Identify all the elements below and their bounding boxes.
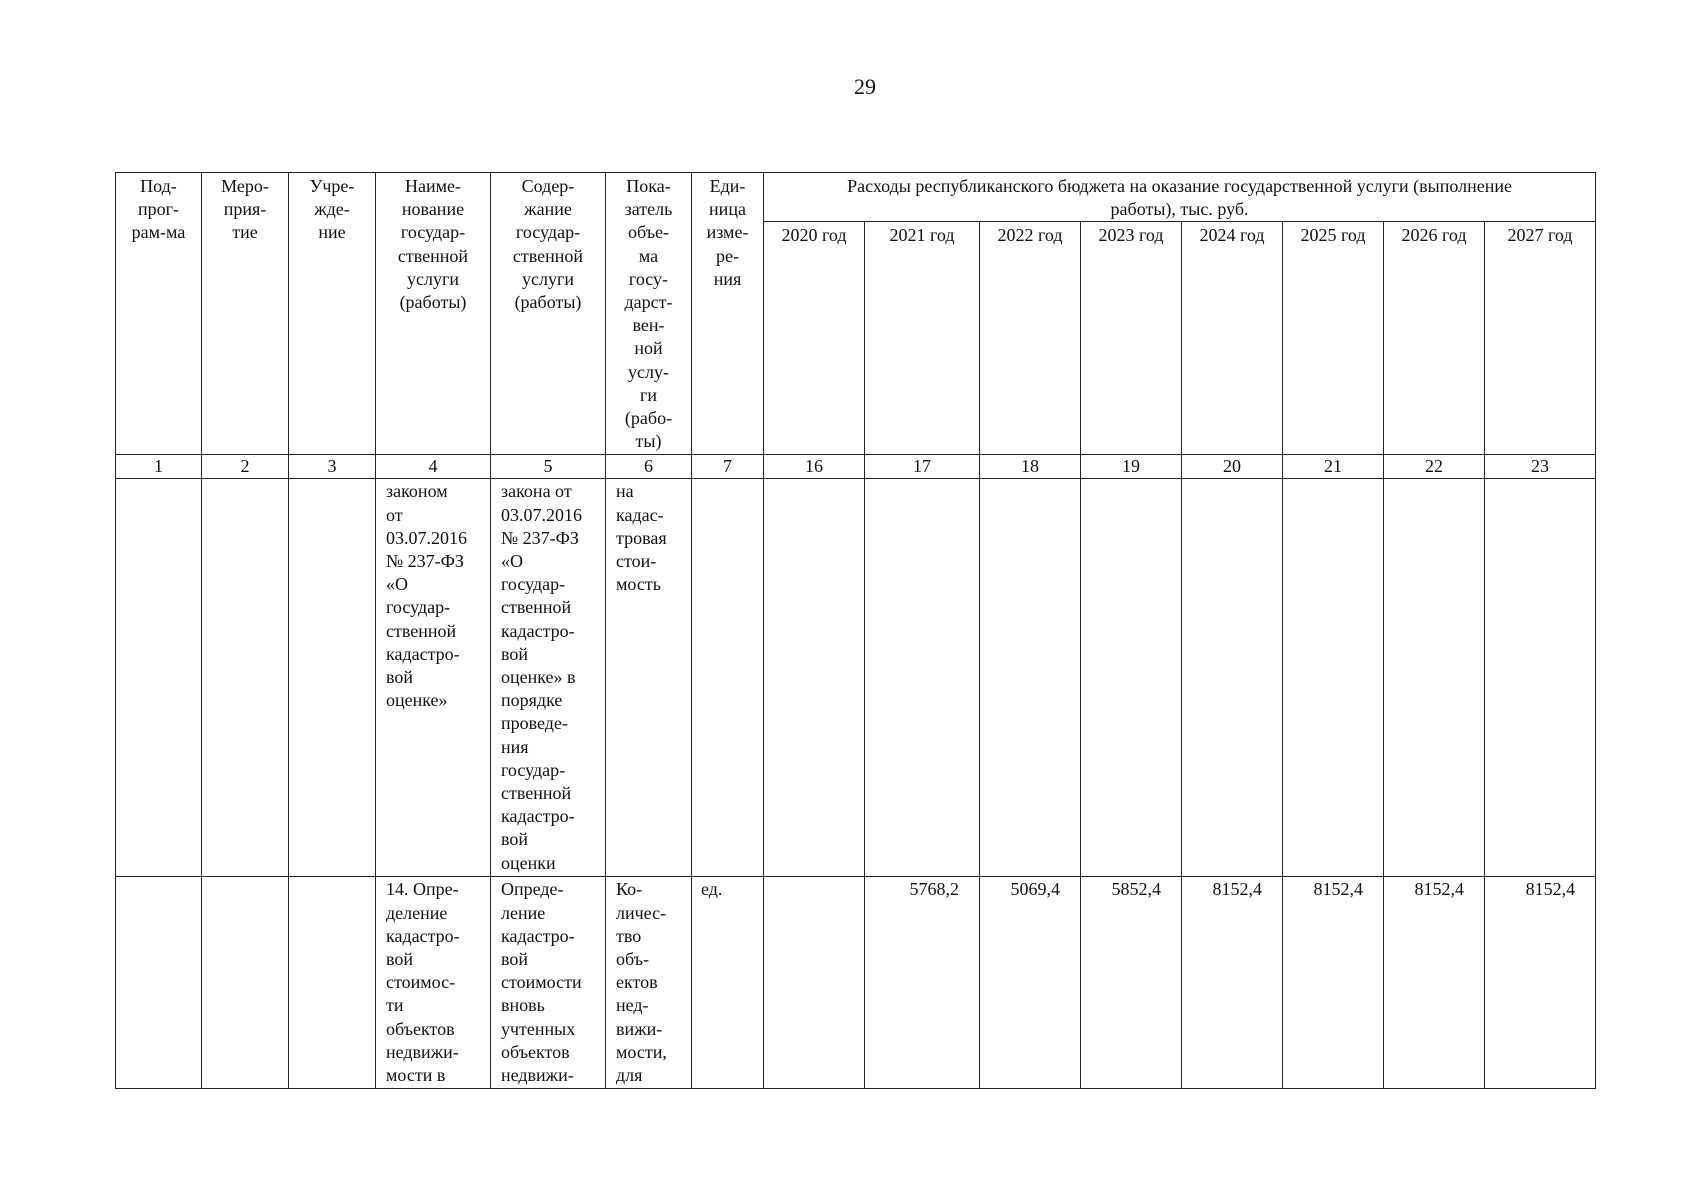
column-number: 6: [606, 455, 692, 479]
cell-value: [980, 479, 1081, 877]
cell-subprogram: [116, 877, 202, 1089]
cell-volume-indicator: на кадас- тровая стои- мость: [606, 479, 692, 877]
cell-value: [1384, 479, 1485, 877]
column-number: 5: [491, 455, 606, 479]
cell-institution: [289, 877, 376, 1089]
cell-value: [865, 479, 980, 877]
cell-activity: [202, 479, 289, 877]
column-number: 22: [1384, 455, 1485, 479]
column-number: 23: [1485, 455, 1596, 479]
header-subprogram: Под- прог- рам-ма: [116, 173, 202, 455]
cell-value: 8152,4: [1182, 877, 1283, 1089]
table-row: [116, 479, 1596, 877]
cell-value: 5768,2: [865, 877, 980, 1089]
cell-service-name: законом от 03.07.2016 № 237-ФЗ «О государ- ственной кадастро- вой оценке»: [376, 479, 491, 877]
header-activity: Меро- прия- тие: [202, 173, 289, 455]
column-number: 3: [289, 455, 376, 479]
cell-subprogram: [116, 479, 202, 877]
cell-unit: ед.: [692, 877, 764, 1089]
cell-value: [1081, 479, 1182, 877]
page-number: 29: [854, 74, 876, 99]
cell-value: 5069,4: [980, 877, 1081, 1089]
header-expenses-title: Расходы республиканского бюджета на оказание государственной услуги (выполнение работы), тыс. руб.: [764, 173, 1596, 222]
budget-table: [115, 172, 1596, 1089]
column-number: 21: [1283, 455, 1384, 479]
cell-institution: [289, 479, 376, 877]
cell-unit: [692, 479, 764, 877]
header-year: 2020 год: [764, 222, 865, 455]
header-year: 2021 год: [865, 222, 980, 455]
column-number: 17: [865, 455, 980, 479]
header-service-content: Содер- жание государ- ственной услуги (работы): [491, 173, 606, 455]
cell-service-content: закона от 03.07.2016 № 237-ФЗ «О государ- ственной кадастро- вой оценке» в порядке проведе- ния государ- ственной кадастро- вой оценки: [491, 479, 606, 877]
column-number: 20: [1182, 455, 1283, 479]
table-row: [116, 877, 1596, 1089]
cell-service-content: Опреде- ление кадастро- вой стоимости вновь учтенных объектов недвижи-: [491, 877, 606, 1089]
cell-volume-indicator: Ко- личес- тво объ- ектов нед- вижи- мости, для: [606, 877, 692, 1089]
column-number: 16: [764, 455, 865, 479]
cell-value: [764, 479, 865, 877]
column-number: 18: [980, 455, 1081, 479]
header-volume-indicator: Пока- затель объе- ма госу- дарст- вен- ной услу- ги (рабо- ты): [606, 173, 692, 455]
cell-service-name: 14. Опре- деление кадастро- вой стоимос- ти объектов недвижи- мости в: [376, 877, 491, 1089]
cell-value: [764, 877, 865, 1089]
cell-value: 8152,4: [1384, 877, 1485, 1089]
cell-value: [1485, 479, 1596, 877]
column-number: 19: [1081, 455, 1182, 479]
column-number-row: [116, 455, 1596, 479]
column-number: 7: [692, 455, 764, 479]
header-year: 2027 год: [1485, 222, 1596, 455]
header-year: 2023 год: [1081, 222, 1182, 455]
header-service-name: Наиме- нование государ- ственной услуги (работы): [376, 173, 491, 455]
cell-value: 8152,4: [1485, 877, 1596, 1089]
cell-value: 5852,4: [1081, 877, 1182, 1089]
header-row-top: [116, 173, 1596, 222]
column-number: 2: [202, 455, 289, 479]
cell-value: [1182, 479, 1283, 877]
header-year: 2022 год: [980, 222, 1081, 455]
header-year: 2026 год: [1384, 222, 1485, 455]
header-year: 2024 год: [1182, 222, 1283, 455]
cell-activity: [202, 877, 289, 1089]
header-year: 2025 год: [1283, 222, 1384, 455]
header-institution: Учре- жде- ние: [289, 173, 376, 455]
cell-value: 8152,4: [1283, 877, 1384, 1089]
cell-value: [1283, 479, 1384, 877]
column-number: 4: [376, 455, 491, 479]
header-unit: Еди- ница изме- ре- ния: [692, 173, 764, 455]
column-number: 1: [116, 455, 202, 479]
